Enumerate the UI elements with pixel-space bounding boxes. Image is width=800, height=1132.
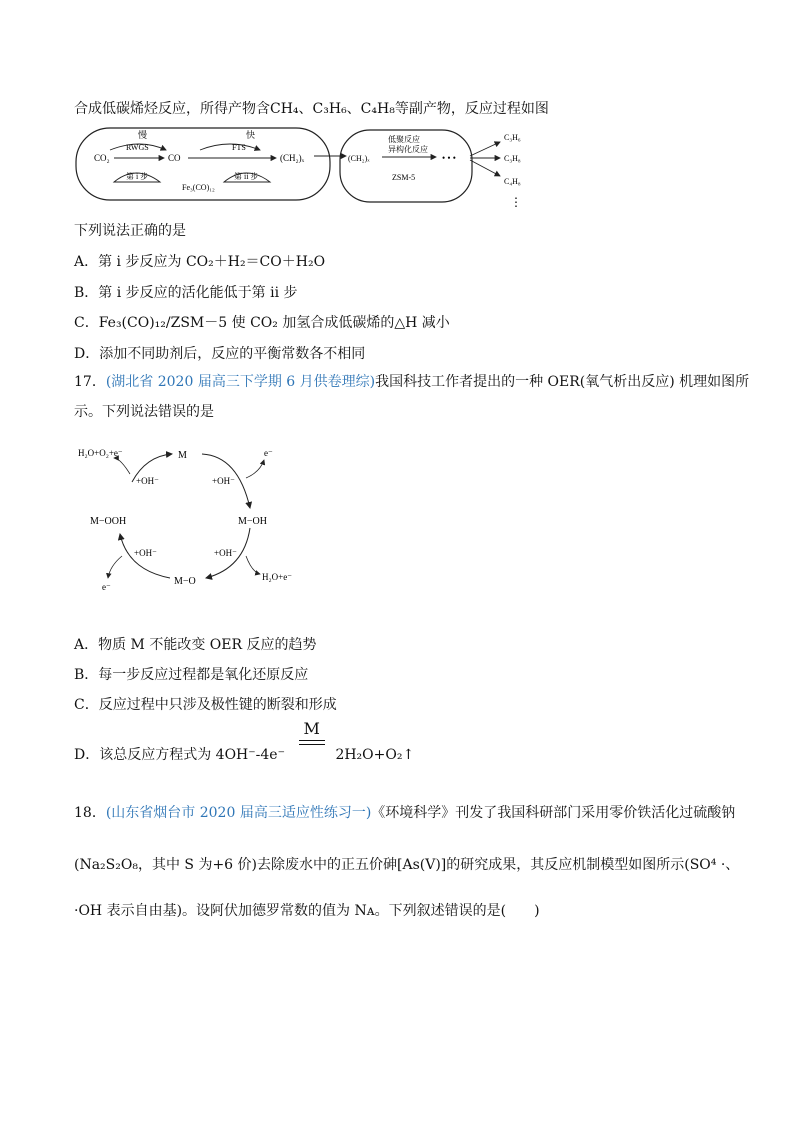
step-ii-label: 第 ii 步 [234, 172, 259, 181]
oer-mechanism-cycle [74, 438, 314, 598]
q18-source: (山东省烟台市 2020 届高三适应性练习一) [105, 805, 372, 821]
product-c3h8: C₃H₈ [504, 154, 521, 163]
q17-source: (湖北省 2020 届高三下学期 6 月供卷理综) [105, 374, 376, 390]
q17-option-d-lhs: D．该总反应方程式为 4OH⁻-4e⁻ [74, 747, 285, 763]
reaction-condition [289, 719, 335, 764]
equals-bar-bottom [299, 744, 325, 745]
hydroxide-addition-4: +OH⁻ [134, 548, 157, 558]
q16-option-c: C．Fe₃(CO)₁₂/ZSM－5 使 CO₂ 加氢合成低碳烯的△H 减小 [74, 315, 450, 331]
q17-option-d [74, 719, 415, 764]
step-i-label: 第 i 步 [126, 172, 149, 181]
fast-label: 快 [246, 130, 256, 140]
product-h2o-o2-e: H₂O+O₂+e⁻ [78, 448, 123, 458]
slow-label: 慢 [138, 130, 148, 140]
q17-text1: 我国科技工作者提出的一种 OER(氧气析出反应) 机理如图所 [375, 374, 750, 390]
co-species: CO [168, 153, 181, 163]
ch2x-species-left: (CH₂)ₓ [280, 153, 305, 163]
fts-label: FTS [232, 143, 246, 152]
product-c4h8: C₄H₈ [504, 177, 521, 186]
electron-release-1: e⁻ [264, 448, 273, 458]
q16-option-b: B．第 i 步反应的活化能低于第 ii 步 [74, 285, 298, 301]
q18-text1: 《环境科学》刊发了我国科研部门采用零价铁活化过硫酸钠 [371, 805, 736, 821]
q17-number: 17． [74, 374, 106, 390]
q17-line2: 示。下列说法错误的是 [74, 404, 214, 420]
ch2x-species-right: (CH₂)ₓ [348, 154, 370, 163]
catalyst-label: Fe₃(CO)₁₂ [182, 183, 215, 192]
rwgs-label: RWGS [126, 143, 149, 152]
q18-line3: ·OH 表示自由基)。设阿伏加德罗常数的值为 Nᴀ。下列叙述错误的是( ) [74, 903, 540, 919]
electron-release-2: e⁻ [102, 582, 111, 592]
ellipsis-dots: • • • [442, 153, 456, 163]
isomerization-label: 异构化反应 [388, 145, 428, 154]
equals-bar-top [299, 740, 325, 741]
q16-stem: 下列说法正确的是 [74, 223, 186, 239]
q18-line2: (Na₂S₂O₈，其中 S 为+6 价)去除废水中的正五价砷[As(V)]的研究成果，其反应机制模型如图所示(SO⁴ ·、 [74, 857, 740, 873]
zsm5-label: ZSM-5 [392, 173, 416, 182]
q16-intro: 合成低碳烯烃反应，所得产物含CH₄、C₃H₆、C₄H₈等副产物，反应过程如图 [74, 101, 549, 117]
q17-option-d-rhs: 2H₂O+O₂↑ [335, 747, 415, 763]
product-c3h6: C₃H₆ [504, 133, 521, 142]
species-m-o: M−O [174, 576, 196, 587]
co2-species: CO₂ [94, 153, 110, 163]
q17-option-a: A．物质 M 不能改变 OER 反应的趋势 [74, 637, 317, 653]
q17-line1 [74, 373, 749, 391]
q17-option-c: C．反应过程中只涉及极性键的断裂和形成 [74, 697, 337, 713]
species-m-oh: M−OH [238, 516, 267, 527]
hydroxide-addition-3: +OH⁻ [214, 548, 237, 558]
q18-number: 18． [74, 805, 106, 821]
catalyst-m-label: M [303, 719, 320, 738]
vertical-ellipsis: ⋮ [510, 195, 522, 209]
oligomerization-label: 低聚反应 [388, 135, 420, 144]
hydroxide-addition-2: +OH⁻ [212, 476, 235, 486]
product-h2o-e: H₂O+e⁻ [262, 572, 292, 582]
q18-line1 [74, 804, 735, 822]
reaction-process-diagram [70, 124, 530, 212]
hydroxide-addition-1: +OH⁻ [136, 476, 159, 486]
species-m: M [178, 450, 187, 461]
q16-option-a: A．第 i 步反应为 CO₂＋H₂＝CO＋H₂O [74, 254, 326, 270]
q17-option-b: B．每一步反应过程都是氧化还原反应 [74, 667, 309, 683]
q16-option-d: D．添加不同助剂后，反应的平衡常数各不相同 [74, 346, 366, 362]
species-m-ooh: M−OOH [90, 516, 127, 527]
